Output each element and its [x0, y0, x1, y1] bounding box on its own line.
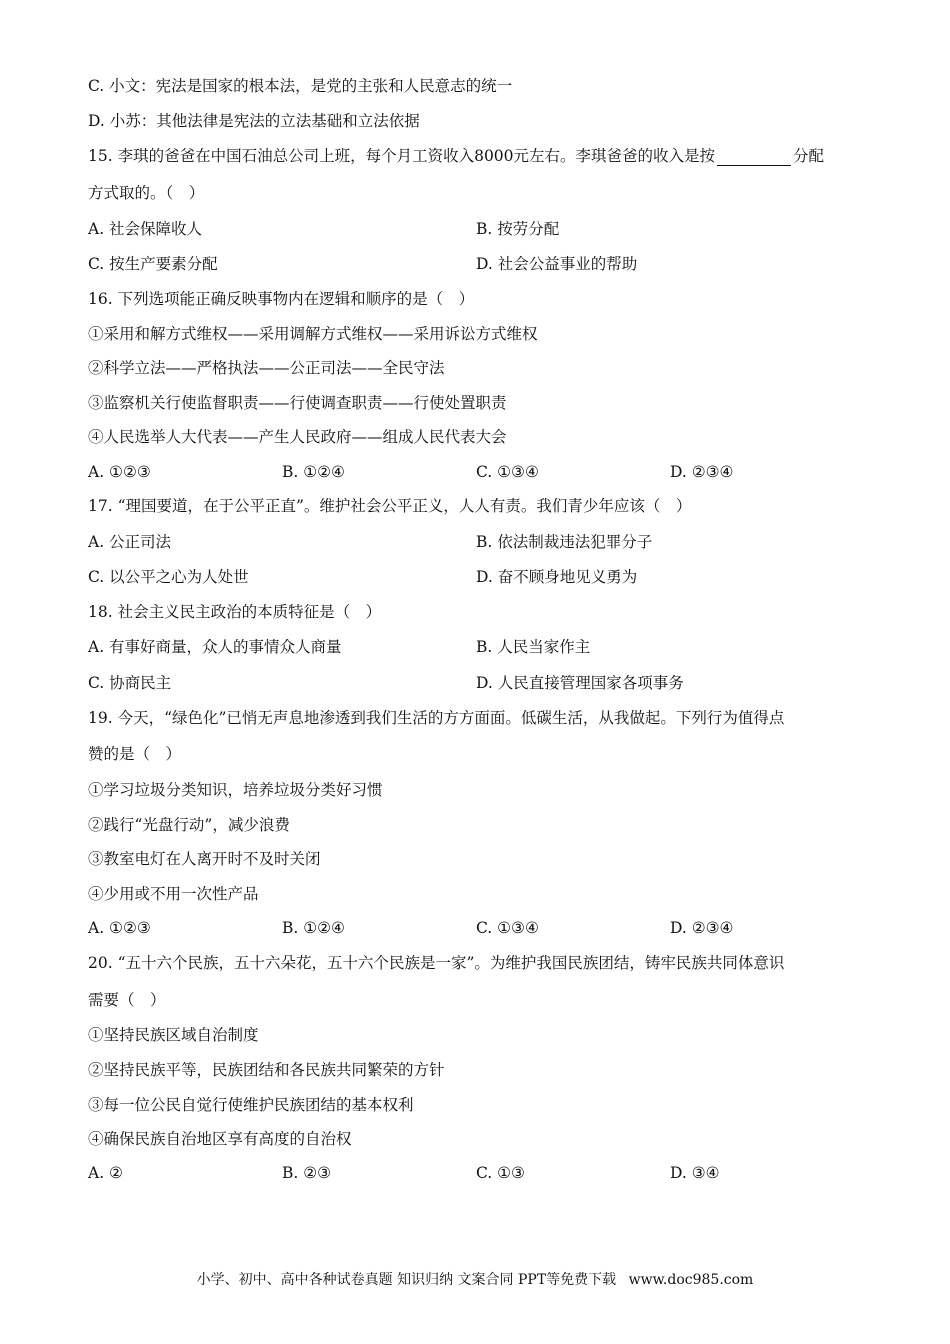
q19-option-a: A. ①②③ [88, 919, 151, 937]
q18-stem: 18. 社会主义民主政治的本质特征是（ ） [88, 603, 382, 621]
q16-statement-3: ③监察机关行使监督职责——行使调查职责——行使处置职责 [88, 394, 507, 412]
q20-stem-cont: 需要（ ） [88, 991, 166, 1009]
q16-statement-1: ①采用和解方式维权——采用调解方式维权——采用诉讼方式维权 [88, 325, 538, 343]
q16-option-b: B. ①②④ [282, 463, 345, 481]
q15-option-a: A. 社会保障收人 [88, 220, 203, 238]
q15-blank [717, 149, 791, 166]
q20-option-c: C. ①③ [476, 1164, 525, 1182]
q18-option-a: A. 有事好商量，众人的事情众人商量 [88, 638, 342, 656]
q20-statement-1: ①坚持民族区域自治制度 [88, 1026, 259, 1044]
prev-option-c: C. 小文：宪法是国家的根本法，是党的主张和人民意志的统一 [88, 77, 513, 95]
q19-stem-cont: 赞的是（ ） [88, 745, 182, 763]
q17-option-a: A. 公正司法 [88, 533, 172, 551]
q16-statement-4: ④人民选举人大代表——产生人民政府——组成人民代表大会 [88, 428, 507, 446]
q15-option-c: C. 按生产要素分配 [88, 255, 218, 273]
q20-statement-4: ④确保民族自治地区享有高度的自治权 [88, 1130, 352, 1148]
q20-option-d: D. ③④ [670, 1164, 720, 1182]
q15-stem-part-a: 15. 李琪的爸爸在中国石油总公司上班，每个月工资收入8000元左右。李琪爸爸的收入是按 [88, 147, 716, 165]
q20-statement-3: ③每一位公民自觉行使维护民族团结的基本权利 [88, 1096, 414, 1114]
q20-stem: 20. “五十六个民族，五十六朵花，五十六个民族是一家”。为维护我国民族团结，铸牢民族共同体意识 [88, 954, 785, 972]
q19-statement-3: ③教室电灯在人离开时不及时关闭 [88, 850, 321, 868]
q19-option-b: B. ①②④ [282, 919, 345, 937]
q19-option-c: C. ①③④ [476, 919, 539, 937]
q20-option-a: A. ② [88, 1164, 123, 1182]
q17-option-d: D. 奋不顾身地见义勇为 [476, 568, 638, 586]
q17-option-c: C. 以公平之心为人处世 [88, 568, 249, 586]
q19-statement-4: ④少用或不用一次性产品 [88, 885, 259, 903]
q15-stem [88, 146, 824, 166]
q17-stem: 17. “理国要道，在于公平正直”。维护社会公平正义，人人有责。我们青少年应该（ ） [88, 497, 692, 515]
q15-stem-part-b: 分配 [793, 147, 825, 165]
q15-option-d: D. 社会公益事业的帮助 [476, 255, 638, 273]
footer-url[interactable]: www.doc985.com [628, 1272, 754, 1288]
q19-statement-2: ②践行“光盘行动”，减少浪费 [88, 816, 290, 834]
q20-option-b: B. ②③ [282, 1164, 332, 1182]
q16-option-c: C. ①③④ [476, 463, 539, 481]
q19-option-d: D. ②③④ [670, 919, 734, 937]
q15-stem-cont: 方式取的。（ ） [88, 184, 205, 202]
footer-text: 小学、初中、高中各种试卷真题 知识归纳 文案合同 PPT等免费下载 [196, 1272, 617, 1288]
prev-option-d: D. 小苏：其他法律是宪法的立法基础和立法依据 [88, 112, 420, 130]
q17-option-b: B. 依法制裁违法犯罪分子 [476, 533, 653, 551]
q18-option-c: C. 协商民主 [88, 674, 172, 692]
q19-statement-1: ①学习垃圾分类知识，培养垃圾分类好习惯 [88, 781, 383, 799]
q16-option-a: A. ①②③ [88, 463, 151, 481]
q18-option-b: B. 人民当家作主 [476, 638, 591, 656]
q20-statement-2: ②坚持民族平等，民族团结和各民族共同繁荣的方针 [88, 1061, 445, 1079]
q15-option-b: B. 按劳分配 [476, 220, 560, 238]
q16-statement-2: ②科学立法——严格执法——公正司法——全民守法 [88, 359, 445, 377]
q16-stem: 16. 下列选项能正确反映事物内在逻辑和顺序的是（ ） [88, 290, 475, 308]
page-footer [0, 1270, 950, 1290]
q16-option-d: D. ②③④ [670, 463, 734, 481]
q19-stem: 19. 今天，“绿色化”已悄无声息地渗透到我们生活的方方面面。低碳生活，从我做起。下列行为值得点 [88, 709, 785, 727]
q18-option-d: D. 人民直接管理国家各项事务 [476, 674, 684, 692]
